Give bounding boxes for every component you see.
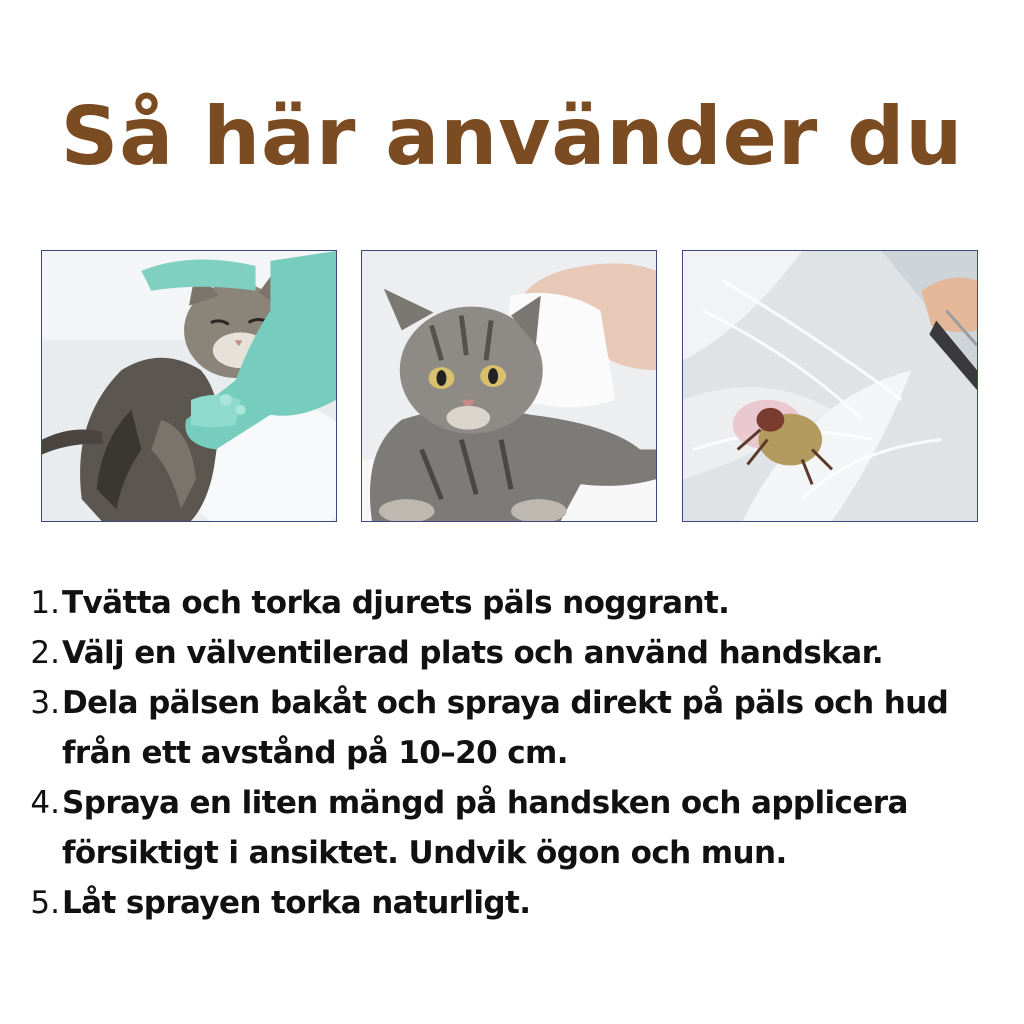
step-text-line: Tvätta och torka djurets päls noggrant. — [62, 585, 730, 621]
step-text-line: Dela pälsen bakåt och spraya direkt på päls och hud — [62, 685, 949, 721]
cat-wipe-photo — [361, 250, 657, 522]
step-text-line: Låt sprayen torka naturligt. — [62, 885, 531, 921]
list-item — [22, 578, 1022, 628]
instruction-list — [22, 578, 1022, 928]
list-item — [22, 678, 1022, 778]
tick-on-fur-photo — [682, 250, 978, 522]
list-item — [22, 878, 1022, 928]
cat-bath-glove-photo — [41, 250, 337, 522]
list-item — [22, 778, 1022, 878]
step-number: 2. — [30, 635, 60, 671]
step-number: 3. — [30, 685, 60, 721]
step-number: 1. — [30, 585, 60, 621]
step-text-line: Spraya en liten mängd på handsken och applicera — [62, 785, 908, 821]
step-text-line: från ett avstånd på 10–20 cm. — [62, 735, 568, 771]
list-item — [22, 628, 1022, 678]
step-number: 4. — [30, 785, 60, 821]
step-text-line: försiktigt i ansiktet. Undvik ögon och mun. — [62, 835, 787, 871]
page-title: Så här använder du — [60, 90, 964, 183]
step-text-line: Välj en välventilerad plats och använd handskar. — [62, 635, 884, 671]
step-number: 5. — [30, 885, 60, 921]
